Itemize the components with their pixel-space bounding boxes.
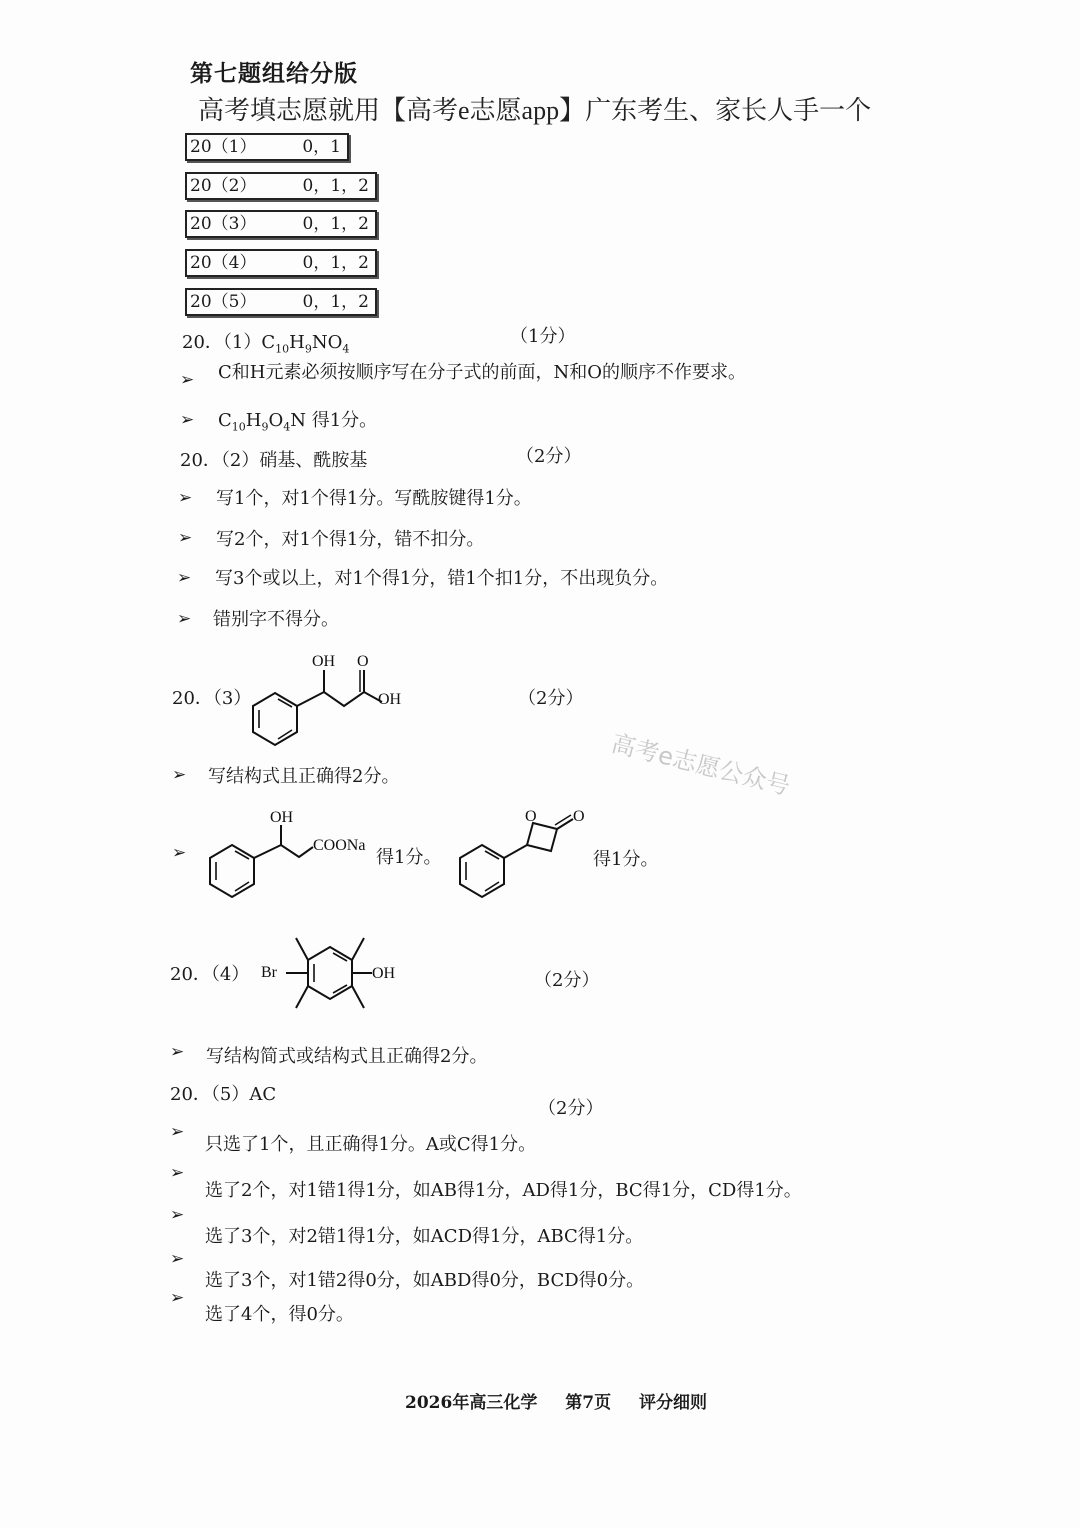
- bullet-arrow-icon: ➢: [172, 843, 187, 863]
- formula-sub: 10: [275, 342, 290, 356]
- q5-note: 选了3个，对2错1得1分，如ACD得1分，ABC得1分。: [205, 1226, 644, 1247]
- q2-note: 写1个，对1个得1分。写酰胺键得1分。: [216, 488, 532, 509]
- bullet-arrow-icon: ➢: [170, 1288, 185, 1308]
- box-options: 0，1，2: [302, 214, 369, 234]
- score-box: [185, 210, 377, 238]
- box-options: 0，1，2: [302, 292, 369, 312]
- formula-part: O: [268, 410, 284, 431]
- bullet-arrow-icon: ➢: [177, 609, 192, 629]
- watermark: 高考e志愿公众号: [608, 729, 793, 801]
- q1-note: C和H元素必须按顺序写在分子式的前面，N和O的顺序不作要求。: [218, 362, 746, 383]
- q3-score: （2分）: [518, 688, 584, 709]
- footer-page: 第7页: [565, 1393, 612, 1413]
- score-box: [185, 249, 377, 277]
- formula-sub: 10: [231, 420, 246, 434]
- q3-alt1-score: 得1分。: [376, 847, 442, 868]
- bullet-arrow-icon: ➢: [180, 410, 195, 430]
- box-item: 20（5）: [190, 292, 257, 312]
- q5-score: （2分）: [538, 1098, 604, 1119]
- oh-label: OH: [378, 691, 402, 708]
- q2-note: 错别字不得分。: [213, 609, 339, 630]
- q5-note: 选了4个，得0分。: [205, 1304, 354, 1325]
- bullet-arrow-icon: ➢: [170, 1205, 185, 1225]
- formula-part: 得1分。: [306, 410, 378, 431]
- footer-subject: 2026年高三化学: [405, 1393, 538, 1413]
- br-label: Br: [261, 964, 277, 981]
- score-box: [185, 288, 377, 316]
- bullet-arrow-icon: ➢: [178, 488, 193, 508]
- q1-score: （1分）: [510, 326, 576, 347]
- q1-label: 20．（1）: [182, 332, 262, 353]
- q2-note: 写2个，对1个得1分，错不扣分。: [216, 529, 485, 550]
- promo-banner: 高考填志愿就用【高考e志愿app】广东考生、家长人手一个: [198, 96, 872, 125]
- bullet-arrow-icon: ➢: [178, 528, 193, 548]
- box-item: 20（1）: [190, 137, 257, 157]
- q3-alt2-score: 得1分。: [593, 849, 659, 870]
- formula-sub: 9: [261, 420, 269, 434]
- score-box: [185, 172, 377, 200]
- q4-structure: [258, 920, 408, 1025]
- q2-label: 20．（2）: [180, 450, 260, 471]
- o-label: O: [525, 808, 537, 825]
- formula-sub: 9: [304, 342, 312, 356]
- box-options: 0，1，2: [302, 176, 369, 196]
- box-item: 20（2）: [190, 176, 257, 196]
- q5-answer: [170, 1080, 276, 1106]
- score-box: [185, 133, 349, 161]
- formula-part: C: [261, 332, 276, 353]
- q4-label: 20．（4）: [170, 964, 250, 985]
- footer-section: 评分细则: [639, 1393, 708, 1413]
- q3-structure: [240, 648, 420, 748]
- bullet-arrow-icon: ➢: [170, 1249, 185, 1269]
- q3-alt1-structure: [205, 805, 375, 900]
- q5-label: 20．（5）: [170, 1084, 250, 1105]
- q3-alt2-structure: [455, 805, 595, 900]
- bullet-arrow-icon: ➢: [177, 568, 192, 588]
- q2-answer-text: 硝基、酰胺基: [259, 450, 368, 471]
- box-options: 0，1，2: [302, 253, 369, 273]
- formula-sub: 4: [342, 342, 350, 356]
- box-item: 20（3）: [190, 214, 257, 234]
- oh-label: OH: [312, 653, 336, 670]
- o-label: O: [357, 653, 369, 670]
- bullet-arrow-icon: ➢: [172, 765, 187, 785]
- coona-label: COONa: [313, 837, 366, 854]
- q3-label: 20．（3）: [172, 688, 252, 709]
- q5-answer-text: AC: [249, 1084, 277, 1105]
- formula-sub: 4: [283, 420, 291, 434]
- q5-note: 只选了1个，且正确得1分。A或C得1分。: [205, 1134, 537, 1155]
- oh-label: OH: [372, 965, 396, 982]
- q5-note: 选了3个，对1错2得0分，如ABD得0分，BCD得0分。: [205, 1270, 645, 1291]
- box-options: 0，1: [302, 137, 341, 157]
- formula-part: C: [218, 410, 232, 431]
- formula-part: NO: [311, 332, 343, 353]
- section-title: 第七题组给分版: [190, 60, 358, 87]
- q2-score: （2分）: [516, 446, 582, 467]
- formula-part: H: [245, 410, 262, 431]
- formula-part: H: [289, 332, 305, 353]
- bullet-arrow-icon: ➢: [180, 370, 195, 390]
- box-item: 20（4）: [190, 253, 257, 273]
- q1-alt: [218, 406, 377, 434]
- q5-note: 选了2个，对1错1得1分，如AB得1分，AD得1分，BC得1分，CD得1分。: [205, 1180, 802, 1201]
- bullet-arrow-icon: ➢: [170, 1042, 185, 1062]
- formula-part: N: [290, 410, 306, 431]
- q4-note: 写结构简式或结构式且正确得2分。: [206, 1046, 488, 1067]
- q2-note: 写3个或以上，对1个得1分，错1个扣1分，不出现负分。: [215, 568, 669, 589]
- q1-answer: [182, 328, 349, 356]
- bullet-arrow-icon: ➢: [170, 1163, 185, 1183]
- oh-label: OH: [270, 809, 294, 826]
- q4-score: （2分）: [534, 970, 600, 991]
- q2-answer: [180, 446, 367, 472]
- page-footer: [405, 1388, 707, 1413]
- o-label: O: [573, 808, 585, 825]
- q3-note: 写结构式且正确得2分。: [208, 766, 400, 787]
- bullet-arrow-icon: ➢: [170, 1122, 185, 1142]
